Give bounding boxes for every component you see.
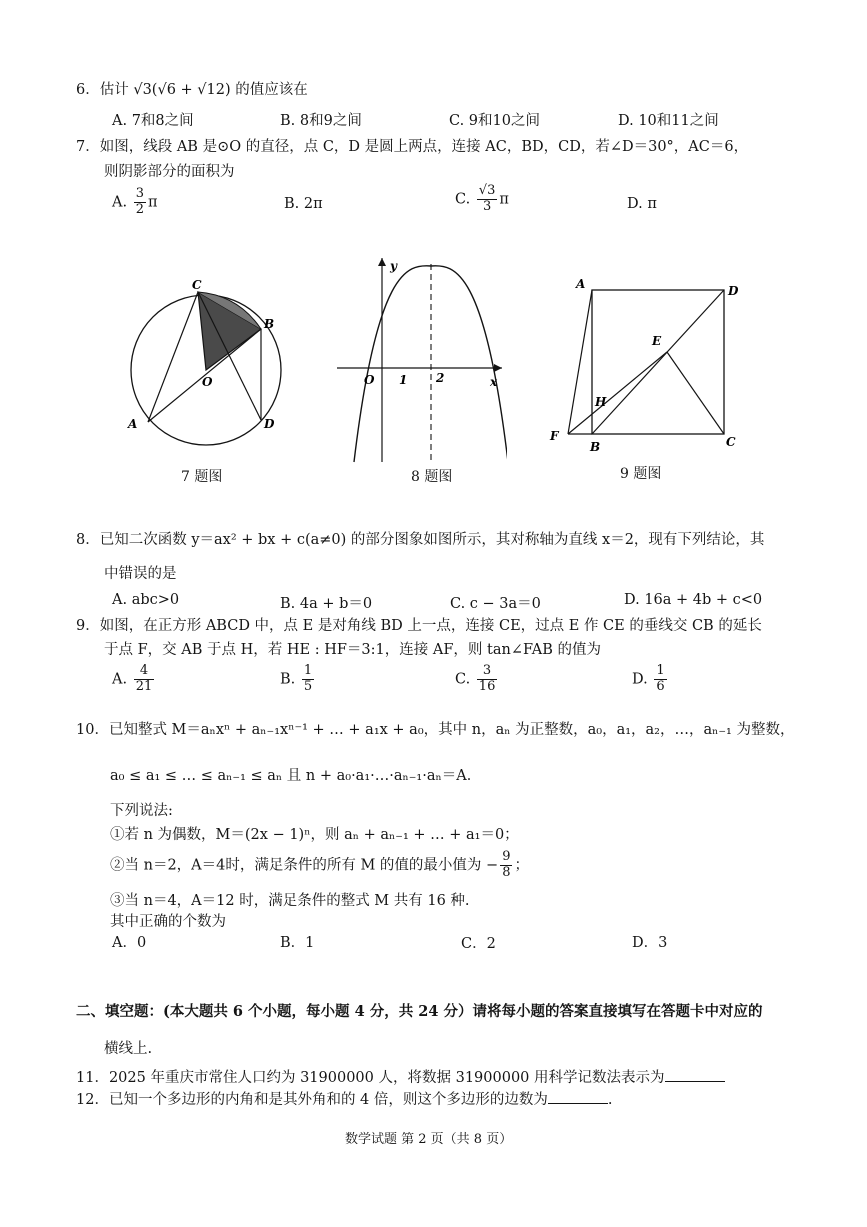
q8-option-c: C. c − 3a＝0: [450, 596, 541, 612]
fig8-label-y: y: [390, 259, 397, 273]
section2-heading-line2: 横线上.: [104, 1041, 153, 1057]
q10-option-c: C．2: [461, 936, 496, 952]
q7-stem-line1: 7．如图，线段 AB 是⊙O 的直径，点 C，D 是圆上两点，连接 AC，BD，CD，若∠D＝30°，AC＝6，: [76, 139, 749, 155]
q10-stem-line2: a₀ ≤ a₁ ≤ … ≤ aₙ₋₁ ≤ aₙ 且 n + a₀·a₁·…·aₙ₋₁·aₙ＝A．: [110, 768, 482, 784]
fig8-label-o: O: [364, 373, 375, 387]
fig9-label-h: H: [595, 395, 607, 409]
q9-option-c: C. $\frac{3}{16}$: [455, 663, 496, 694]
fig9-label-d: D: [728, 284, 739, 298]
q10-option-b: B．1: [280, 935, 315, 951]
q6-option-c: C. 9和10之间: [449, 113, 540, 129]
q12-answer-blank[interactable]: [548, 1091, 608, 1104]
q12-text: 12．已知一个多边形的内角和是其外角和的 4 倍，则这个多边形的边数为 .: [76, 1092, 613, 1108]
q10-subheading: 下列说法:: [110, 803, 173, 819]
fig8-caption: 8 题图: [411, 469, 453, 485]
q10-stem-line1: 10．已知整式 M＝aₙxⁿ + aₙ₋₁xⁿ⁻¹ + … + a₁x + a₀，其中 n，aₙ 为正整数，a₀，a₁，a₂，…，aₙ₋₁ 为整数，: [76, 722, 795, 738]
q7-option-a: A. $\frac{3}{2}$ π: [112, 186, 158, 217]
q9-stem-line1: 9．如图，在正方形 ABCD 中，点 E 是对角线 BD 上一点，连接 CE，过点 E 作 CE 的垂线交 CB 的延长: [76, 618, 762, 634]
q7-option-b: B. 2π: [284, 196, 323, 212]
q8-stem-line2: 中错误的是: [104, 566, 177, 582]
q9-stem-line2: 于点 F，交 AB 于点 H，若 HE : HF＝3:1，连接 AF，则 tan∠FAB 的值为: [104, 642, 601, 658]
q6-option-d: D. 10和11之间: [618, 113, 719, 129]
q9-option-b: B. $\frac{1}{5}$: [280, 663, 313, 694]
q10-option-a: A．0: [112, 935, 147, 951]
fig8-label-1: 1: [399, 373, 408, 387]
q8-option-d: D. 16a + 4b + c<0: [624, 592, 763, 608]
fig9-label-f: F: [550, 429, 559, 443]
q7-stem-line2: 则阴影部分的面积为: [104, 164, 235, 180]
figure-7: [118, 270, 298, 470]
page-footer: 数学试题 第 2 页（共 8 页）: [345, 1132, 513, 1147]
fig8-label-2: 2: [436, 371, 445, 385]
q11-answer-blank[interactable]: [665, 1069, 725, 1082]
q9-option-a: A. $\frac{4}{21}$: [112, 663, 153, 694]
q10-ask: 其中正确的个数为: [110, 914, 226, 930]
q10-item-1: ①若 n 为偶数，M＝(2x − 1)ⁿ，则 aₙ + aₙ₋₁ + … + a₁＝0；: [110, 827, 519, 843]
q6-option-b: B. 8和9之间: [280, 113, 362, 129]
q7-option-d: D. π: [627, 196, 657, 212]
fig9-label-a: A: [576, 277, 586, 291]
fig8-label-x: x: [490, 375, 498, 389]
q8-stem-line1: 8．已知二次函数 y＝ax² + bx + c(a≠0) 的部分图象如图所示，其对称轴为直线 x＝2，现有下列结论，其: [76, 532, 765, 548]
fig7-label-a: A: [128, 417, 138, 431]
fig9-label-c: C: [726, 435, 736, 449]
section2-heading-line1: 二、填空题：(本大题共 6 个小题，每小题 4 分，共 24 分）请将每小题的答案直接填写在答题卡中对应的: [76, 1003, 763, 1020]
fig7-label-b: B: [264, 317, 275, 331]
fig7-label-c: C: [192, 278, 202, 292]
fig9-caption: 9 题图: [620, 466, 662, 482]
fig9-label-b: B: [590, 440, 601, 454]
q10-item-3: ③当 n＝4，A＝12 时，满足条件的整式 M 共有 16 种.: [110, 893, 470, 909]
q6-option-a: A. 7和8之间: [112, 113, 194, 129]
figure-9: [540, 268, 750, 458]
q10-item-2: ②当 n＝2，A＝4时，满足条件的所有 M 的值的最小值为 − $\frac{9}{8}$ ；: [110, 849, 529, 880]
q7-option-c: C. $\frac{√3}{3}$ π: [455, 183, 509, 214]
q11-text: 11．2025 年重庆市常住人口约为 31900000 人，将数据 31900000 用科学记数法表示为: [76, 1066, 725, 1087]
fig7-caption: 7 题图: [181, 469, 223, 485]
figure-8: [332, 250, 507, 465]
q6-stem: 6．估计 √3(√6 + √12) 的值应该在: [76, 82, 308, 98]
q10-option-d: D．3: [632, 935, 668, 951]
fig7-label-o: O: [202, 375, 213, 389]
q9-option-d: D. $\frac{1}{6}$: [632, 663, 665, 694]
fig7-label-d: D: [264, 417, 275, 431]
fig9-label-e: E: [652, 334, 662, 348]
q8-option-b: B. 4a + b＝0: [280, 596, 373, 612]
q8-option-a: A. abc>0: [112, 592, 180, 608]
